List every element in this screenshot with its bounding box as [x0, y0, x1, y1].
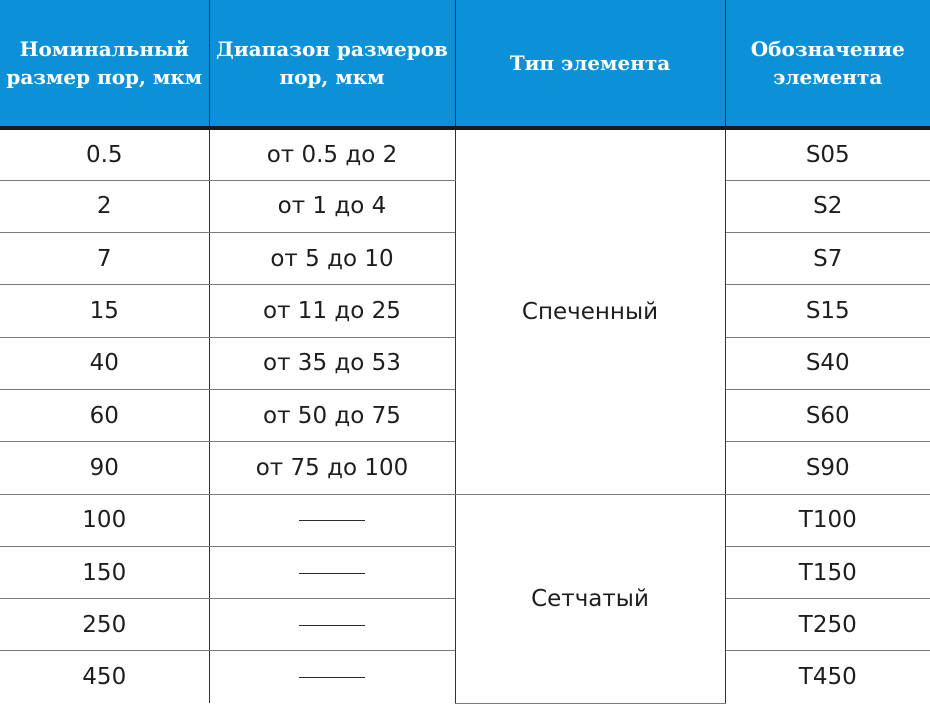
size-range-cell: от 0.5 до 2 — [209, 128, 455, 180]
designation-cell: S90 — [725, 442, 930, 494]
empty-range-text — [365, 507, 366, 508]
designation-cell: S40 — [725, 337, 930, 389]
designation-cell: T150 — [725, 546, 930, 598]
empty-range-dash — [299, 520, 365, 521]
designation-cell: S7 — [725, 233, 930, 285]
size-range-cell: от 5 до 10 — [209, 233, 455, 285]
designation-cell: T450 — [725, 651, 930, 703]
nominal-size-cell: 90 — [0, 442, 209, 494]
empty-range-text — [365, 612, 366, 613]
header-nominal-size: Номинальный размер пор, мкм — [0, 0, 209, 128]
nominal-size-cell: 60 — [0, 389, 209, 441]
designation-cell: S05 — [725, 128, 930, 180]
size-range-cell: от 11 до 25 — [209, 285, 455, 337]
size-range-cell: от 50 до 75 — [209, 389, 455, 441]
size-range-cell — [209, 599, 455, 651]
empty-range-dash — [299, 573, 365, 574]
element-type-cell: Сетчатый — [455, 494, 725, 703]
nominal-size-cell: 40 — [0, 337, 209, 389]
header-size-range: Диапазон размеров пор, мкм — [209, 0, 455, 128]
nominal-size-cell: 2 — [0, 180, 209, 232]
element-type-cell: Спеченный — [455, 128, 725, 494]
size-range-cell: от 75 до 100 — [209, 442, 455, 494]
table-header — [0, 0, 930, 128]
nominal-size-cell: 15 — [0, 285, 209, 337]
size-range-cell: от 1 до 4 — [209, 180, 455, 232]
empty-range-dash — [299, 677, 365, 678]
designation-cell: S15 — [725, 285, 930, 337]
empty-range-text — [365, 560, 366, 561]
empty-range-text — [365, 664, 366, 665]
header-element-type: Тип элемента — [455, 0, 725, 128]
nominal-size-cell: 0.5 — [0, 128, 209, 180]
nominal-size-cell: 450 — [0, 651, 209, 703]
empty-range-dash — [299, 625, 365, 626]
size-range-cell — [209, 494, 455, 546]
size-range-cell — [209, 651, 455, 703]
nominal-size-cell: 150 — [0, 546, 209, 598]
designation-cell: S60 — [725, 389, 930, 441]
designation-cell: S2 — [725, 180, 930, 232]
header-element-designation: Обозначение элемента — [725, 0, 930, 128]
designation-cell: T100 — [725, 494, 930, 546]
nominal-size-cell: 100 — [0, 494, 209, 546]
designation-cell: T250 — [725, 599, 930, 651]
table-body — [0, 128, 930, 703]
table-row — [0, 494, 930, 546]
nominal-size-cell: 250 — [0, 599, 209, 651]
size-range-cell: от 35 до 53 — [209, 337, 455, 389]
nominal-size-cell: 7 — [0, 233, 209, 285]
table-row — [0, 128, 930, 180]
header-row — [0, 0, 930, 128]
size-range-cell — [209, 546, 455, 598]
